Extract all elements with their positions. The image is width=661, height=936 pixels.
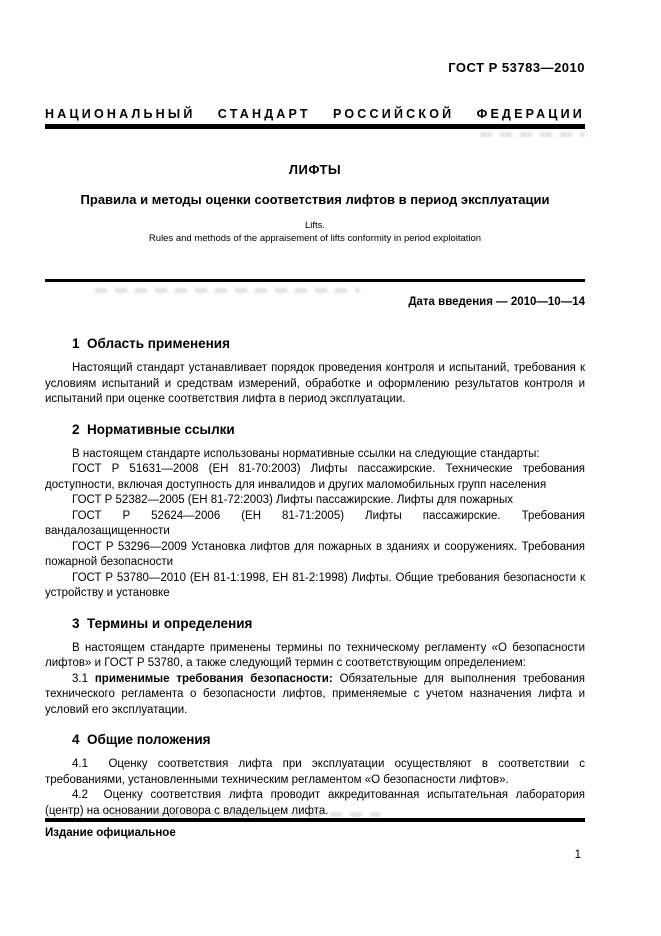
- section-3-paragraph: В настоящем стандарте применены термины по техническому регламенту «О безопасности лифтов» и ГОСТ Р 53780, а также следующий термин с соответствующим определением:: [45, 641, 585, 669]
- document-title: ЛИФТЫ: [288, 162, 342, 177]
- section-1-heading: 1 Область применения: [72, 336, 230, 351]
- term-number: 3.1: [72, 672, 88, 685]
- term-definition-text: Обязательные для выполнения требования технического регламента о безопасности лифтов, применяемые с учетом назначения лифта и условий его эксплуатации.: [45, 672, 585, 716]
- section-2-heading: 2 Нормативные ссылки: [72, 421, 235, 437]
- section-3-heading: 3 Термины и определения: [72, 615, 253, 631]
- doc-number: ГОСТ Р 53783—2010: [448, 60, 585, 75]
- page-content: [45, 0, 585, 819]
- normative-reference: ГОСТ Р 52382—2005 (ЕН 81-72:2003) Лифты пассажирские. Лифты для пожарных: [72, 494, 514, 506]
- national-standard-banner: НАЦИОНАЛЬНЫЙ СТАНДАРТ РОССИЙСКОЙ ФЕДЕРАЦИИ: [45, 107, 585, 121]
- page-number: 1: [574, 849, 581, 861]
- section-4-paragraph-2: 4.2 Оценку соответствия лифта проводит аккредитованная испытательная лаборатория (центр) на основании договора с владельцем лифта.: [45, 789, 585, 817]
- section-4-paragraph-1: 4.1 Оценку соответствия лифта при эксплуатации осуществляют в соответствии с требованиями, установленными техническим регламентом «О безопасности лифтов».: [45, 758, 585, 786]
- document-subtitle: Правила и методы оценки соответствия лифтов в период эксплуатации: [80, 192, 550, 207]
- normative-reference: ГОСТ Р 52624—2006 (ЕН 81-71:2005) Лифты пассажирские. Требования вандалозащищенности: [45, 509, 585, 537]
- section-1-paragraph: Настоящий стандарт устанавливает порядок проведения контроля и испытаний, требования к условиям испытаний и средствам измерений, обработке и оформлению результатов контроля и испытаний при оценке соответствия лифта в период эксплуатации.: [45, 362, 585, 405]
- introduction-date: Дата введения — 2010—10—14: [408, 296, 585, 308]
- document-title-english: Lifts.: [304, 220, 326, 231]
- section-3-term-definition: [45, 672, 585, 719]
- section-2-intro: В настоящем стандарте использованы нормативные ссылки на следующие стандарты:: [72, 447, 540, 460]
- normative-reference: ГОСТ Р 53296—2009 Установка лифтов для пожарных в зданиях и сооружениях. Требования пожарной безопасности: [45, 540, 585, 568]
- document-subtitle-english: Rules and methods of the appraisement of lifts conformity in period exploitation: [148, 233, 482, 244]
- section-4-heading: 4 Общие положения: [72, 732, 211, 747]
- edition-note: Издание официальное: [45, 827, 176, 839]
- footer-rule: [45, 818, 585, 822]
- normative-reference: ГОСТ Р 51631—2008 (ЕН 81-70:2003) Лифты пассажирские. Технические требования доступности, включая доступность для инвалидов и других маломобильных групп населения: [45, 463, 585, 491]
- normative-reference: ГОСТ Р 53780—2010 (ЕН 81-1:1998, ЕН 81-2:1998) Лифты. Общие требования безопасности к устройству и установке: [45, 571, 585, 599]
- term-name: применимые требования безопасности:: [94, 672, 333, 685]
- separator-rule: [45, 279, 585, 282]
- header-rule: [45, 124, 585, 129]
